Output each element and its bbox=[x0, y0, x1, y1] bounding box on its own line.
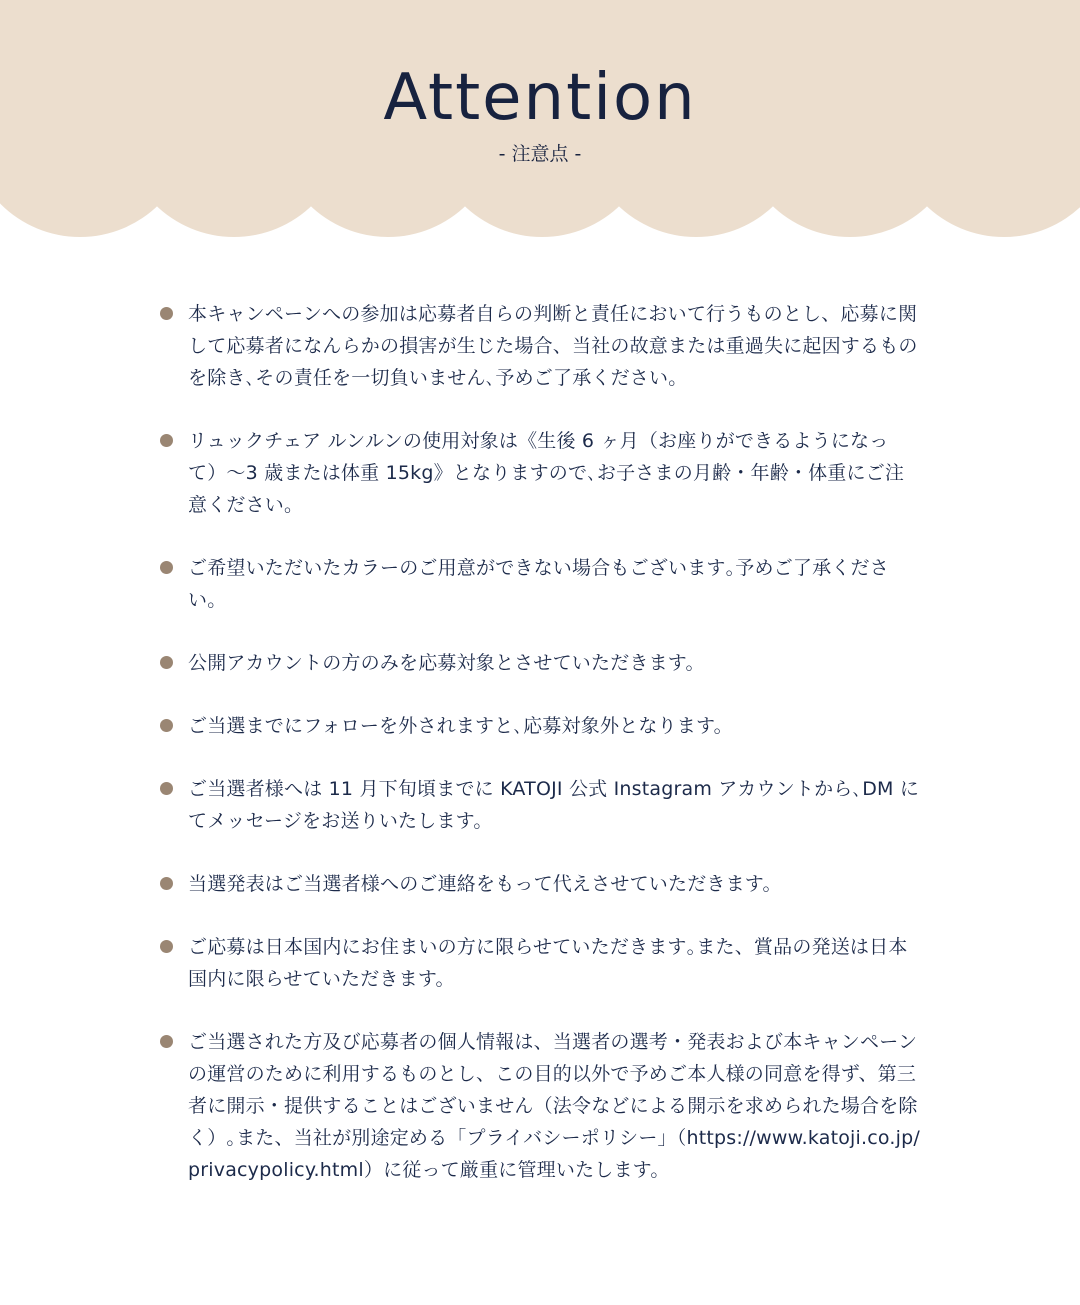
attention-item bbox=[160, 931, 920, 995]
attention-item-text: ご応募は日本国内にお住まいの方に限らせていただきます｡また、賞品の発送は日本国内に限らせていただきます。 bbox=[188, 936, 908, 990]
attention-item-text: ご希望いただいたカラーのご用意ができない場合もございます｡予めご了承ください。 bbox=[188, 557, 889, 611]
header-banner bbox=[0, 0, 1080, 240]
attention-item bbox=[160, 298, 920, 394]
attention-item-text: ご当選者様へは 11 月下旬頃までに KATOJI 公式 Instagram アカウントから､DM にてメッセージをお送りいたします。 bbox=[188, 778, 920, 832]
page-title: Attention bbox=[383, 61, 697, 135]
attention-item-text: リュックチェア ルンルンの使用対象は《生後 6 ヶ月（お座りができるようになって）〜3 歳または体重 15kg》となりますので､お子さまの月齢・年齢・体重にご注意ください。 bbox=[188, 430, 905, 516]
bullet-icon bbox=[160, 719, 173, 732]
attention-item bbox=[160, 1026, 920, 1186]
bullet-icon bbox=[160, 434, 173, 447]
bullet-icon bbox=[160, 561, 173, 574]
attention-item-text: 当選発表はご当選者様へのご連絡をもって代えさせていただきます。 bbox=[188, 873, 782, 895]
attention-item bbox=[160, 552, 920, 616]
bullet-icon bbox=[160, 782, 173, 795]
bullet-icon bbox=[160, 940, 173, 953]
attention-item bbox=[160, 868, 920, 900]
attention-item bbox=[160, 647, 920, 679]
attention-list bbox=[160, 298, 920, 1217]
attention-item-text: ご当選までにフォローを外されますと､応募対象外となります。 bbox=[188, 715, 733, 737]
attention-item-text: 本キャンペーンへの参加は応募者自らの判断と責任において行うものとし、応募に関して応募者になんらかの損害が生じた場合、当社の故意または重過失に起因するものを除き､その責任を一切負いません､予めご了承ください。 bbox=[188, 303, 918, 389]
attention-item bbox=[160, 425, 920, 521]
bullet-icon bbox=[160, 1035, 173, 1048]
bullet-icon bbox=[160, 656, 173, 669]
page-subtitle: - 注意点 - bbox=[498, 143, 582, 165]
attention-item bbox=[160, 773, 920, 837]
bullet-icon bbox=[160, 307, 173, 320]
bullet-icon bbox=[160, 877, 173, 890]
attention-item bbox=[160, 710, 920, 742]
attention-item-text: 公開アカウントの方のみを応募対象とさせていただきます。 bbox=[188, 652, 705, 674]
attention-item-text: ご当選された方及び応募者の個人情報は、当選者の選考・発表および本キャンペーンの運営のために利用するものとし、この目的以外で予めご本人様の同意を得ず、第三者に開示・提供することはございません（法令などによる開示を求められた場合を除く）｡また、当社が別途定める「プライバシーポリシー」（https://www.katoji.co.jp/privacypolicy.html）に従って厳重に管理いたします。 bbox=[188, 1031, 920, 1181]
